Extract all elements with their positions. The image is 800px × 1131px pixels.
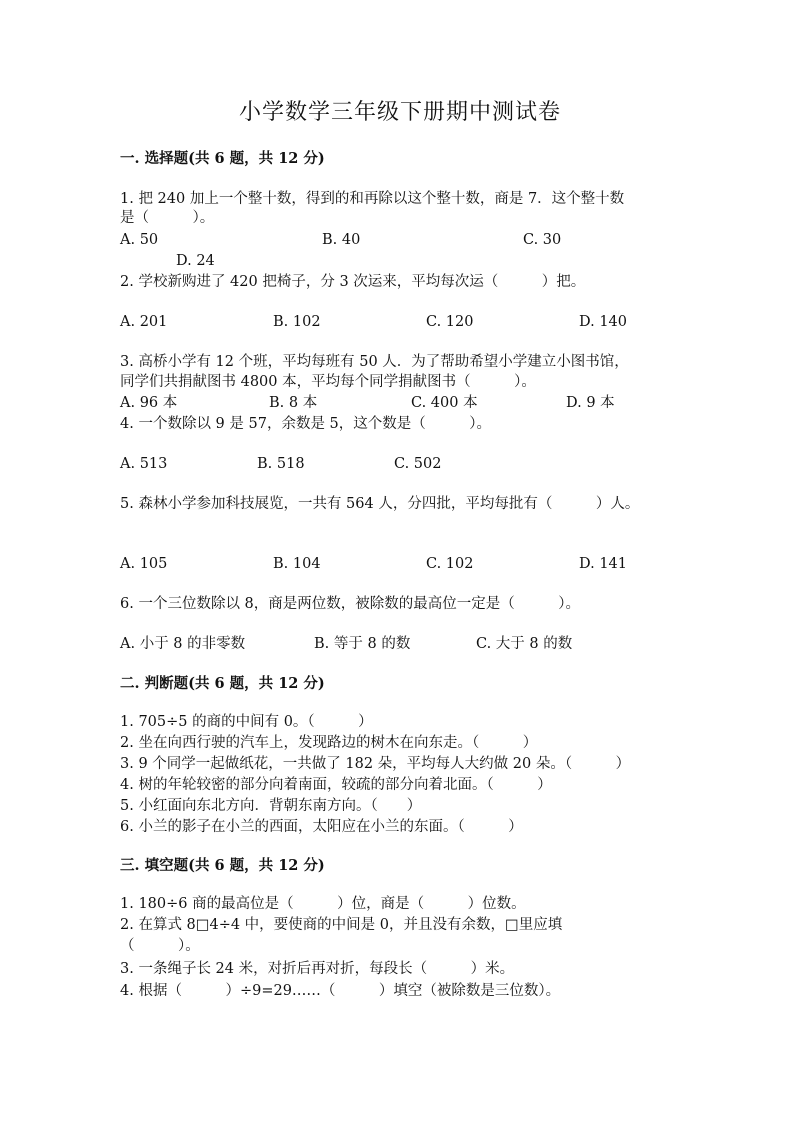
- question-2-text: 2. 学校新购进了 420 把椅子，分 3 次运来，平均每次运（ ）把。: [120, 274, 586, 290]
- question-1-option-c: C. 30: [523, 232, 562, 248]
- question-1-option-a: A. 50: [120, 232, 159, 248]
- question-6-text: 6. 一个三位数除以 8，商是两位数，被除数的最高位一定是（ ）。: [120, 596, 581, 612]
- question-1-option-d: D. 24: [176, 253, 215, 269]
- question-5-option-a: A. 105: [120, 556, 168, 572]
- fill-in-item-2: 2. 在算式 8□4÷4 中，要使商的中间是 0，并且没有余数，□里应填: [120, 917, 563, 933]
- true-false-item-4: 4. 树的年轮较密的部分向着南面，较疏的部分向着北面。（ ）: [120, 777, 552, 793]
- fill-in-item-1: 1. 180÷6 商的最高位是（ ）位，商是（ ）位数。: [120, 896, 526, 912]
- page-title: 小学数学三年级下册期中测试卷: [238, 100, 561, 125]
- question-3-option-d: D. 9 本: [566, 395, 615, 411]
- question-4-option-a: A. 513: [120, 456, 168, 472]
- question-4-option-c: C. 502: [394, 456, 442, 472]
- question-3-option-c: C. 400 本: [411, 395, 478, 411]
- question-5-option-c: C. 102: [426, 556, 474, 572]
- question-1-text: 1. 把 240 加上一个整十数，得到的和再除以这个整十数，商是 7．这个整十数: [120, 191, 625, 207]
- question-3-option-b: B. 8 本: [269, 395, 318, 411]
- question-1-text-continued: 是（ ）。: [120, 210, 215, 226]
- question-3-text-continued: 同学们共捐献图书 4800 本，平均每个同学捐献图书（ ）。: [120, 374, 536, 390]
- question-4-text: 4. 一个数除以 9 是 57，余数是 5，这个数是（ ）。: [120, 416, 492, 432]
- section-heading-fill-in: 三. 填空题(共 6 题，共 12 分): [120, 857, 325, 874]
- true-false-item-3: 3. 9 个同学一起做纸花，一共做了 182 朵，平均每人大约做 20 朵。（ ）: [120, 756, 631, 772]
- section-heading-true-false: 二. 判断题(共 6 题，共 12 分): [120, 675, 325, 692]
- question-2-option-c: C. 120: [426, 314, 474, 330]
- fill-in-item-4: 4. 根据（ ）÷9=29……（ ）填空（被除数是三位数）。: [120, 983, 561, 999]
- question-6-option-b: B. 等于 8 的数: [314, 636, 411, 652]
- question-4-option-b: B. 518: [257, 456, 305, 472]
- question-2-option-a: A. 201: [120, 314, 168, 330]
- question-1-option-b: B. 40: [322, 232, 361, 248]
- question-3-text: 3. 高桥小学有 12 个班，平均每班有 50 人．为了帮助希望小学建立小图书馆，: [120, 354, 629, 370]
- true-false-item-6: 6. 小兰的影子在小兰的西面，太阳应在小兰的东面。（ ）: [120, 819, 523, 835]
- question-5-text: 5. 森林小学参加科技展览，一共有 564 人，分四批，平均每批有（ ）人。: [120, 496, 640, 512]
- fill-in-item-2-continued: （ ）。: [120, 938, 200, 954]
- question-6-option-c: C. 大于 8 的数: [476, 636, 573, 652]
- true-false-item-2: 2. 坐在向西行驶的汽车上，发现路边的树木在向东走。（ ）: [120, 735, 538, 751]
- question-5-option-b: B. 104: [273, 556, 321, 572]
- true-false-item-1: 1. 705÷5 的商的中间有 0。（ ）: [120, 714, 373, 730]
- question-5-option-d: D. 141: [579, 556, 628, 572]
- true-false-item-5: 5. 小红面向东北方向．背朝东南方向。（ ）: [120, 798, 422, 814]
- question-2-option-d: D. 140: [579, 314, 628, 330]
- section-heading-multiple-choice: 一. 选择题(共 6 题，共 12 分): [120, 150, 325, 167]
- fill-in-item-3: 3. 一条绳子长 24 米，对折后再对折，每段长（ ）米。: [120, 961, 515, 977]
- question-2-option-b: B. 102: [273, 314, 321, 330]
- question-3-option-a: A. 96 本: [120, 395, 178, 411]
- question-6-option-a: A. 小于 8 的非零数: [120, 636, 246, 652]
